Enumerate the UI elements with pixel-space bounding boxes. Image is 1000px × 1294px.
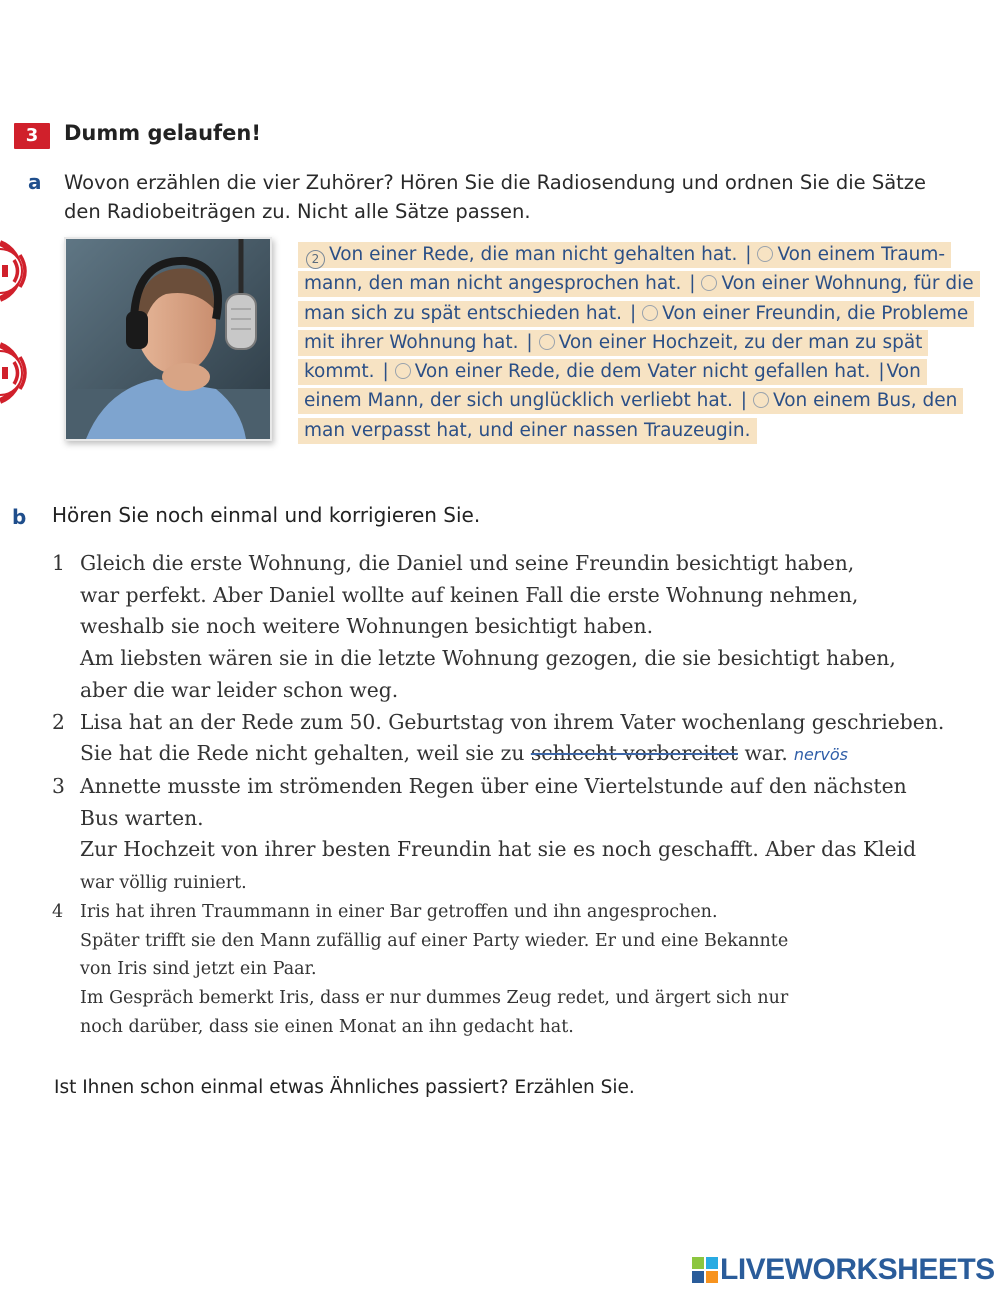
sentence-option: Von einer Wohnung, für die man sich zu spät entschieden hat. (304, 273, 974, 324)
task-b-instruction: Hören Sie noch einmal und korrigieren Sie. (52, 503, 481, 527)
sentence-option: Von einem Traum-mann, den man nicht angesprochen hat. (304, 244, 946, 295)
answer-circle[interactable] (757, 246, 773, 262)
item-number: 4 (52, 901, 64, 922)
item-line: Am liebsten wären sie in die letzte Wohnung gezogen, die sie besichtigt haben, (80, 646, 896, 671)
task-b-letter: b (12, 505, 27, 529)
item-line: aber die war leider schon weg. (80, 677, 399, 702)
item-line: Später trifft sie den Mann zufällig auf einer Party wieder. Er und eine Bekannte (80, 930, 789, 951)
exercise-title: Dumm gelaufen! (64, 121, 261, 145)
item-number: 1 (52, 551, 65, 575)
answer-circle-filled[interactable]: 2 (306, 250, 325, 269)
item-line: Zur Hochzeit von ihrer besten Freundin hat sie es noch geschafft. Aber das Kleid (80, 837, 917, 862)
answer-circle[interactable] (539, 334, 555, 350)
item-line: weshalb sie noch weitere Wohnungen besichtigt haben. (80, 614, 654, 639)
liveworksheets-logo (692, 1254, 995, 1286)
item-line: von Iris sind jetzt ein Paar. (80, 959, 317, 980)
radio-host-illustration (66, 239, 270, 439)
separator: | (526, 331, 533, 353)
item-line: war völlig ruiniert. (80, 873, 247, 894)
answer-circle[interactable] (395, 363, 411, 379)
sentence-option: Von einer Rede, die man nicht gehalten hat. (329, 244, 738, 265)
task-a-instruction (64, 168, 964, 226)
correction-item (52, 707, 982, 771)
item-line: Bus warten. (80, 805, 204, 830)
item-line: Iris hat ihren Traummann in einer Bar getroffen und ihn angesprochen. (80, 901, 718, 922)
item-line: noch darüber, dass sie einen Monat an ihn gedacht hat. (80, 1017, 574, 1038)
handwritten-correction[interactable]: nervös (793, 745, 848, 765)
separator: | (740, 390, 748, 412)
sentence-option: Von einem Bus, den man verpasst hat, und einer nassen Trauzeugin. (304, 390, 958, 441)
item-line: Gleich die erste Wohnung, die Daniel und seine Freundin besichtigt haben, (80, 551, 855, 575)
correction-item (52, 898, 982, 1042)
logo-text: LIVEWORKSHEETS (720, 1253, 995, 1286)
correction-item (52, 771, 982, 898)
answer-circle[interactable] (701, 275, 717, 291)
struck-text: schlecht vorbereitet (530, 741, 738, 766)
separator: | (629, 302, 637, 324)
item-number: 3 (52, 773, 65, 798)
closing-question: Ist Ihnen schon einmal etwas Ähnliches passiert? Erzählen Sie. (54, 1077, 635, 1098)
radio-host-photo (64, 237, 272, 441)
task-a-instruction-line1: Wovon erzählen die vier Zuhörer? Hören Sie die Radiosendung und ordnen Sie die Sätze (64, 171, 927, 194)
sentence-options-box (298, 240, 978, 445)
item-line: Lisa hat an der Rede zum 50. Geburtstag von ihrem Vater wochenlang geschrieben. (80, 709, 945, 734)
sentence-options-text (298, 242, 980, 444)
sentence-option: Von einem Mann, der sich unglücklich verliebt hat. (304, 361, 921, 412)
sentence-option: Von einer Freundin, die Probleme mit ihrer Wohnung hat. (304, 302, 969, 353)
task-a-letter: a (28, 170, 42, 194)
separator: | (689, 273, 696, 295)
audio-cd-icon[interactable] (0, 240, 48, 302)
answer-circle[interactable] (753, 392, 769, 408)
correction-item (52, 548, 982, 707)
audio-cd-icon[interactable] (0, 342, 48, 404)
exercise-number-badge: 3 (14, 123, 50, 149)
sentence-option: Von einer Hochzeit, zu der man zu spät kommt. (304, 331, 923, 383)
item-line (80, 738, 982, 771)
item-text: Sie hat die Rede nicht gehalten, weil sie zu (80, 741, 531, 766)
item-line: Im Gespräch bemerkt Iris, dass er nur dummes Zeug redet, und ärgert sich nur (80, 988, 789, 1009)
separator: | (745, 244, 752, 265)
task-a-instruction-line2: den Radiobeiträgen zu. Nicht alle Sätze passen. (64, 200, 531, 223)
separator: | (382, 361, 389, 383)
sentence-option: Von einer Rede, die dem Vater nicht gefallen hat. (414, 361, 871, 383)
item-line: war perfekt. Aber Daniel wollte auf keinen Fall die erste Wohnung nehmen, (80, 582, 859, 607)
correction-items-list (52, 548, 982, 1042)
separator: | (878, 361, 885, 383)
answer-circle[interactable] (642, 305, 658, 321)
item-text: war. (738, 741, 788, 766)
logo-mark-icon (692, 1257, 718, 1283)
item-number: 2 (52, 709, 65, 734)
item-line: Annette musste im strömenden Regen über eine Viertelstunde auf den nächsten (80, 773, 907, 798)
